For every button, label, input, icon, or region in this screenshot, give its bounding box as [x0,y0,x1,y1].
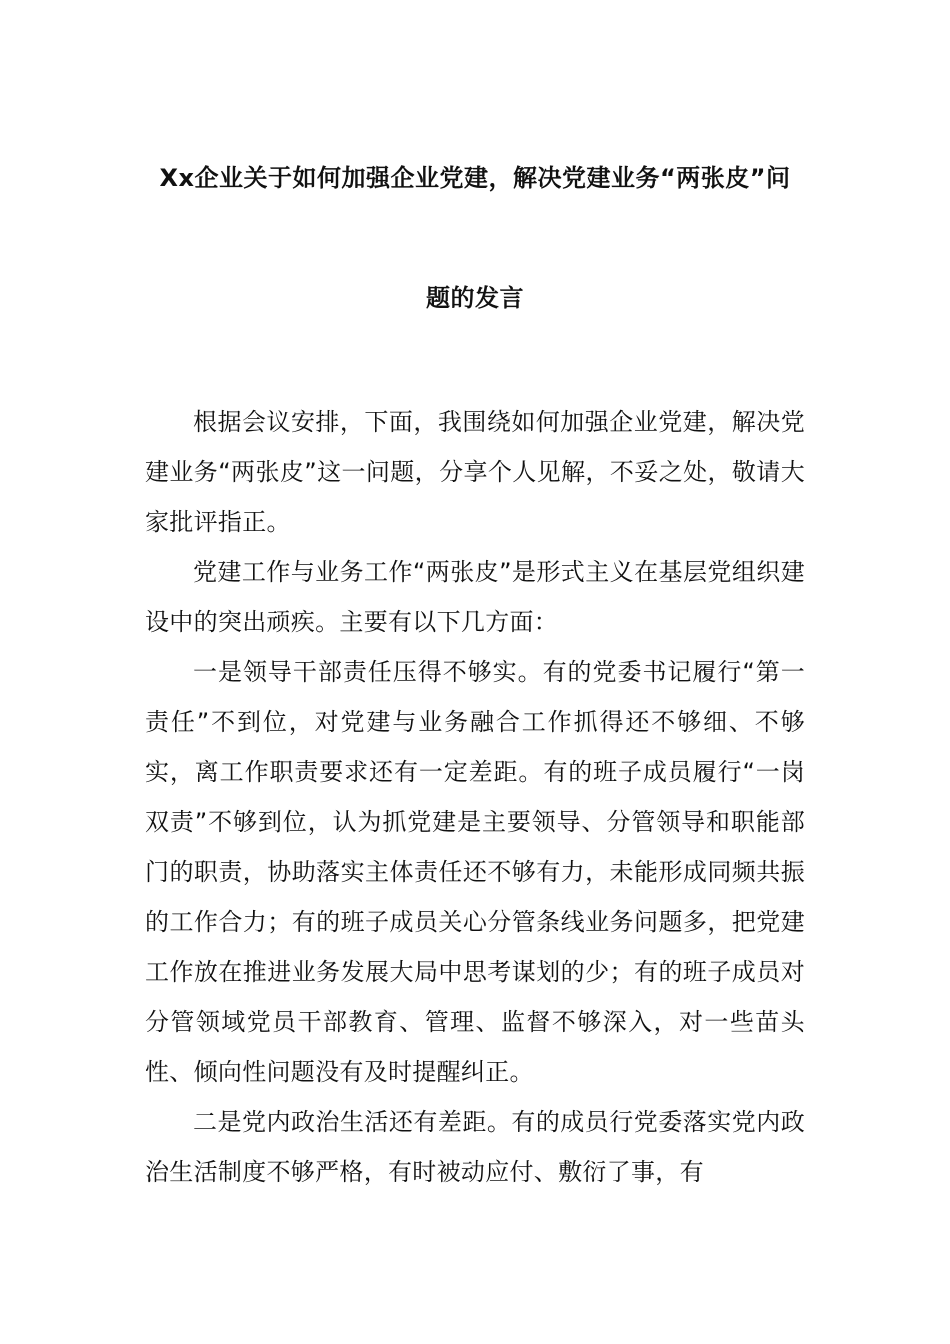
document-title-line-1: Xx企业关于如何加强企业党建，解决党建业务“两张皮”问 [159,164,791,192]
paragraph-point-two: 二是党内政治生活还有差距。有的成员行党委落实党内政治生活制度不够严格，有时被动应付、敷衍了事，有 [145,1108,805,1186]
paragraph-overview: 党建工作与业务工作“两张皮”是形式主义在基层党组织建设中的突出顽疾。主要有以下几方面： [145,558,805,636]
document-body [145,397,805,1197]
document-title-line-2: 题的发言 [426,284,524,312]
paragraph-point-one: 一是领导干部责任压得不够实。有的党委书记履行“第一责任”不到位，对党建与业务融合工作抓得还不够细、不够实，离工作职责要求还有一定差距。有的班子成员履行“一岗双责”不够到位，认为抓党建是主要领导、分管领导和职能部门的职责，协助落实主体责任还不够有力，未能形成同频共振的工作合力；有的班子成员关心分管条线业务问题多，把党建工作放在推进业务发展大局中思考谋划的少；有的班子成员对分管领域党员干部教育、管理、监督不够深入，对一些苗头性、倾向性问题没有及时提醒纠正。 [145,658,805,1086]
paragraph-intro: 根据会议安排，下面，我围绕如何加强企业党建，解决党建业务“两张皮”这一问题，分享个人见解，不妥之处，敬请大家批评指正。 [145,408,805,536]
